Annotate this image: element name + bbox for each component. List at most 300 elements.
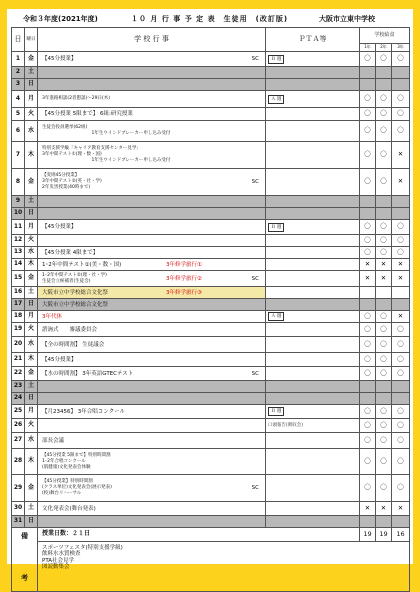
event-cell (38, 108, 266, 121)
lunch-mark-grade1 (360, 287, 376, 299)
page-title: １０ 月 行 事 予 定 表 生徒用 (改訂版) (131, 15, 289, 23)
day-row (12, 337, 410, 353)
lunch-mark-grade3 (392, 287, 410, 299)
lunch-mark-grade3: 〇 (392, 323, 410, 337)
sheet-header (7, 9, 413, 27)
event-cell (38, 433, 266, 449)
counselor-marker: SC (251, 370, 259, 377)
weekday: 金 (25, 271, 38, 287)
day-row (12, 271, 410, 287)
lunch-mark-grade3: 〇 (392, 405, 410, 419)
pta-note: 口頭報告(徴収会) (268, 423, 304, 429)
day-row (12, 259, 410, 271)
counselor-marker: SC (251, 178, 259, 185)
counselor-marker: SC (251, 484, 259, 491)
col-grade2: 2年 (376, 44, 392, 52)
pta-cell (266, 196, 360, 208)
lunch-mark-grade3: 〇 (392, 367, 410, 381)
lunch-mark-grade3: ✕ (392, 502, 410, 516)
pta-cell (266, 247, 360, 259)
lunch-mark-grade1: 〇 (360, 419, 376, 433)
lunch-mark-grade1: 〇 (360, 353, 376, 367)
school-trip-label: 3年修学旅行② (166, 275, 202, 282)
count-grade2: 19 (376, 528, 392, 542)
day-row (12, 142, 410, 169)
lunch-mark-grade2: 〇 (376, 405, 392, 419)
day-row (12, 353, 410, 367)
lunch-mark-grade3: 〇 (392, 337, 410, 353)
event-cell (38, 405, 266, 419)
lunch-mark-grade3 (392, 208, 410, 220)
weekday: 土 (25, 287, 38, 299)
lunch-mark-grade2: 〇 (376, 449, 392, 475)
day-number: 19 (12, 323, 25, 337)
lesson-days: 授業日数：２１日 (38, 528, 360, 542)
lunch-mark-grade2: 〇 (376, 419, 392, 433)
school-trip-label: 3年修学旅行③ (166, 289, 202, 296)
count-grade1: 19 (360, 528, 376, 542)
weekday: 土 (25, 67, 38, 79)
pta-cell (266, 208, 360, 220)
day-row (12, 121, 410, 142)
weekday: 土 (25, 502, 38, 516)
day-row (12, 220, 410, 235)
lunch-mark-grade1: 〇 (360, 337, 376, 353)
lunch-mark-grade1 (360, 299, 376, 311)
day-row (12, 247, 410, 259)
event-line: (肌健康)文化発表会体験 (42, 464, 91, 470)
lunch-mark-grade3: 〇 (392, 52, 410, 67)
week-tag: Ｂ 週 (268, 55, 284, 64)
lunch-mark-grade1: 〇 (360, 121, 376, 142)
lunch-mark-grade2: 〇 (376, 323, 392, 337)
pta-cell (266, 79, 360, 91)
pta-cell (266, 323, 360, 337)
event-cell (38, 287, 266, 299)
pta-cell (266, 271, 360, 287)
schedule-table (11, 27, 410, 592)
day-row (12, 299, 410, 311)
event-cell (38, 381, 266, 393)
lunch-mark-grade1: 〇 (360, 433, 376, 449)
footer-days-row (12, 528, 410, 542)
event-line: 【45分授業 4限まで】 (42, 249, 99, 256)
weekday: 日 (25, 79, 38, 91)
event-line: 3年中間テスト①(理・数・国) (42, 152, 102, 157)
weekday: 土 (25, 381, 38, 393)
pta-cell (266, 142, 360, 169)
pta-cell (266, 337, 360, 353)
day-number: 4 (12, 91, 25, 108)
day-number: 7 (12, 142, 25, 169)
week-tag: Ａ 週 (268, 95, 284, 104)
lunch-mark-grade3 (392, 67, 410, 79)
event-line: 【45分授業 5限まで】 6組:研究授業 (42, 111, 133, 117)
weekday: 火 (25, 235, 38, 247)
lunch-mark-grade1 (360, 381, 376, 393)
lunch-mark-grade1: 〇 (360, 475, 376, 502)
lunch-mark-grade3 (392, 381, 410, 393)
day-number: 21 (12, 353, 25, 367)
lunch-mark-grade1: 〇 (360, 367, 376, 381)
event-line: 1年生ウインドブレーカー申し込み受付 (42, 131, 171, 136)
event-cell (38, 353, 266, 367)
lunch-mark-grade2: 〇 (376, 367, 392, 381)
weekday: 土 (25, 196, 38, 208)
event-cell (38, 169, 266, 196)
lunch-mark-grade3: 〇 (392, 121, 410, 142)
day-number: 20 (12, 337, 25, 353)
lunch-mark-grade3: ✕ (392, 311, 410, 323)
lunch-mark-grade3: ✕ (392, 271, 410, 287)
lunch-mark-grade2 (376, 208, 392, 220)
lunch-mark-grade1: 〇 (360, 405, 376, 419)
week-tag: Ｂ 週 (268, 407, 284, 416)
lunch-mark-grade2: 〇 (376, 433, 392, 449)
lunch-mark-grade1: 〇 (360, 142, 376, 169)
day-number: 9 (12, 196, 25, 208)
event-cell (38, 121, 266, 142)
weekday: 日 (25, 516, 38, 528)
col-weekday: 曜日 (25, 28, 38, 52)
event-cell (38, 196, 266, 208)
day-number: 2 (12, 67, 25, 79)
event-cell (38, 449, 266, 475)
lunch-mark-grade2 (376, 287, 392, 299)
day-number: 23 (12, 381, 25, 393)
weekday: 金 (25, 169, 38, 196)
pta-cell (266, 381, 360, 393)
lunch-mark-grade2 (376, 393, 392, 405)
lunch-mark-grade3 (392, 196, 410, 208)
weekday: 火 (25, 108, 38, 121)
event-line: 3年代休 (42, 313, 62, 320)
pta-cell (266, 475, 360, 502)
day-row (12, 235, 410, 247)
weekday: 水 (25, 337, 38, 353)
lunch-mark-grade2 (376, 381, 392, 393)
event-cell (38, 142, 266, 169)
event-cell (38, 337, 266, 353)
pta-cell (266, 433, 360, 449)
weekday: 日 (25, 299, 38, 311)
event-cell (38, 475, 266, 502)
day-row (12, 323, 410, 337)
day-row (12, 196, 410, 208)
col-day: 日 (12, 28, 25, 52)
pta-cell (266, 299, 360, 311)
event-line: 1･2年合唱コンクール (42, 458, 86, 464)
lunch-mark-grade3: 〇 (392, 235, 410, 247)
event-cell (38, 91, 266, 108)
event-cell (38, 220, 266, 235)
day-number: 3 (12, 79, 25, 91)
day-number: 10 (12, 208, 25, 220)
day-number: 14 (12, 259, 25, 271)
lunch-mark-grade1: ✕ (360, 271, 376, 287)
event-cell (38, 502, 266, 516)
event-line: 【45分授業】 (42, 356, 77, 363)
day-number: 27 (12, 433, 25, 449)
event-line: 1･2年中間テスト②(理・社・学) (42, 272, 107, 278)
weekday: 月 (25, 220, 38, 235)
lunch-mark-grade1: 〇 (360, 108, 376, 121)
day-number: 1 (12, 52, 25, 67)
event-line: 【45分授業】特別時間割 (42, 479, 93, 484)
note-item: 図読動集会 (42, 563, 70, 570)
day-row (12, 108, 410, 121)
lunch-mark-grade1: ✕ (360, 259, 376, 271)
event-line: (クラス単位)文化発表会(展示発表) (42, 485, 112, 490)
lunch-mark-grade3: ✕ (392, 169, 410, 196)
day-row (12, 449, 410, 475)
col-grade3: 3年 (392, 44, 410, 52)
day-number: 11 (12, 220, 25, 235)
day-row (12, 516, 410, 528)
lunch-mark-grade3: 〇 (392, 247, 410, 259)
lunch-mark-grade2 (376, 79, 392, 91)
weekday: 金 (25, 475, 38, 502)
day-row (12, 208, 410, 220)
day-number: 8 (12, 169, 25, 196)
week-tag: Ａ 週 (268, 312, 284, 321)
pta-cell (266, 235, 360, 247)
lunch-mark-grade3: 〇 (392, 220, 410, 235)
weekday: 金 (25, 367, 38, 381)
pta-cell (266, 419, 360, 433)
week-tag: Ｂ 週 (268, 223, 284, 232)
lunch-mark-grade2 (376, 67, 392, 79)
note-item: 飲料水水質検査 (42, 551, 81, 558)
lunch-mark-grade3: 〇 (392, 449, 410, 475)
pta-cell (266, 311, 360, 323)
lunch-mark-grade3: 〇 (392, 353, 410, 367)
event-cell (38, 67, 266, 79)
day-row (12, 169, 410, 196)
lunch-mark-grade3 (392, 393, 410, 405)
event-line: 大阪市立中学校総合文化祭 (42, 301, 109, 308)
counselor-marker: SC (251, 275, 259, 282)
count-grade3: 16 (392, 528, 410, 542)
lunch-mark-grade1: 〇 (360, 311, 376, 323)
event-line: 【45分授業 5限まで】特別時間割 (42, 452, 111, 458)
pta-cell (266, 516, 360, 528)
event-line: 諮詢式 審議委員会 (42, 326, 98, 333)
pta-cell (266, 169, 360, 196)
weekday: 日 (25, 208, 38, 220)
lunch-mark-grade2 (376, 516, 392, 528)
event-line: (校)舞台リハーサル (42, 491, 82, 496)
day-number: 12 (12, 235, 25, 247)
lunch-mark-grade2: 〇 (376, 91, 392, 108)
lunch-mark-grade3: 〇 (392, 108, 410, 121)
event-cell (38, 235, 266, 247)
pta-cell (266, 502, 360, 516)
weekday: 日 (25, 393, 38, 405)
lunch-mark-grade1: 〇 (360, 449, 376, 475)
weekday: 月 (25, 91, 38, 108)
day-row (12, 52, 410, 67)
event-line: 【月23456】 3年合唱コンクール (42, 408, 126, 415)
event-line: 文化発表会(舞台発表) (42, 505, 96, 512)
lunch-mark-grade1: ✕ (360, 502, 376, 516)
lunch-mark-grade3: 〇 (392, 475, 410, 502)
lunch-mark-grade1: 〇 (360, 169, 376, 196)
day-row (12, 67, 410, 79)
day-number: 15 (12, 271, 25, 287)
pta-cell (266, 393, 360, 405)
lunch-mark-grade3: 〇 (392, 433, 410, 449)
day-row (12, 433, 410, 449)
pta-cell (266, 449, 360, 475)
lunch-mark-grade2: 〇 (376, 235, 392, 247)
day-number: 26 (12, 419, 25, 433)
event-cell (38, 247, 266, 259)
note-item: PTA社会見学 (42, 557, 75, 564)
event-cell (38, 208, 266, 220)
lunch-mark-grade1: 〇 (360, 220, 376, 235)
day-number: 17 (12, 299, 25, 311)
col-pta: ＰＴＡ等 (266, 28, 360, 52)
day-row (12, 405, 410, 419)
event-line: 【45分授業】 (42, 56, 77, 62)
event-line: 3年中間テスト②(英・社・学) (42, 179, 102, 184)
pta-cell (266, 367, 360, 381)
schedule-sheet (7, 9, 413, 583)
day-number: 16 (12, 287, 25, 299)
weekday: 火 (25, 419, 38, 433)
weekday: 木 (25, 259, 38, 271)
day-number: 22 (12, 367, 25, 381)
lunch-mark-grade1: 〇 (360, 323, 376, 337)
lunch-mark-grade2: ✕ (376, 502, 392, 516)
event-line: 【全の時間割】 生徒議会 (42, 341, 105, 348)
lunch-mark-grade1 (360, 208, 376, 220)
weekday: 月 (25, 405, 38, 419)
day-number: 18 (12, 311, 25, 323)
event-line: 大阪市立中学校総合文化祭 (42, 289, 109, 296)
lunch-mark-grade2: 〇 (376, 220, 392, 235)
lunch-mark-grade3 (392, 516, 410, 528)
pta-cell (266, 353, 360, 367)
day-number: 5 (12, 108, 25, 121)
day-number: 24 (12, 393, 25, 405)
weekday: 火 (25, 323, 38, 337)
day-row (12, 79, 410, 91)
event-cell (38, 323, 266, 337)
note-item: スポーツフェスタ(特別支援学級) (42, 545, 123, 551)
pta-cell (266, 67, 360, 79)
event-line: 2年災害授業(40時まで) (42, 185, 91, 190)
event-cell (38, 393, 266, 405)
lunch-mark-grade3: 〇 (392, 91, 410, 108)
lunch-mark-grade2: 〇 (376, 108, 392, 121)
day-number: 30 (12, 502, 25, 516)
weekday: 木 (25, 449, 38, 475)
event-line: 部長会議 (42, 437, 65, 444)
column-header-row (12, 28, 410, 44)
event-line: 3年進路相談(2者懇談)～29日(木) (42, 96, 110, 101)
lunch-mark-grade1 (360, 67, 376, 79)
weekday: 水 (25, 433, 38, 449)
day-row (12, 367, 410, 381)
day-number: 13 (12, 247, 25, 259)
lunch-mark-grade2: 〇 (376, 142, 392, 169)
school-name: 大阪市立東中学校 (319, 15, 375, 23)
day-row (12, 419, 410, 433)
event-line: 生徒会立候補者(生徒会) (42, 278, 91, 284)
event-cell (38, 311, 266, 323)
event-cell (38, 259, 266, 271)
weekday: 木 (25, 353, 38, 367)
day-number: 25 (12, 405, 25, 419)
event-line: 【水の時間割】 3年英語GTECテスト (42, 370, 134, 377)
lunch-mark-grade1 (360, 79, 376, 91)
event-line: 【変則45分授業】 (42, 173, 80, 178)
lunch-mark-grade3: 〇 (392, 419, 410, 433)
event-line: 1年生ウインドブレーカー申し込み受付 (42, 158, 171, 163)
weekday: 水 (25, 247, 38, 259)
event-cell (38, 299, 266, 311)
lunch-mark-grade2: 〇 (376, 311, 392, 323)
lunch-mark-grade2: ✕ (376, 271, 392, 287)
day-row (12, 311, 410, 323)
event-line: 1･2年中間テスト①(美・数・国) (42, 261, 122, 268)
weekday: 木 (25, 142, 38, 169)
col-grade1: 1年 (360, 44, 376, 52)
lunch-mark-grade3: ✕ (392, 142, 410, 169)
event-cell (38, 516, 266, 528)
lunch-mark-grade3 (392, 79, 410, 91)
pta-cell (266, 405, 360, 419)
day-row (12, 393, 410, 405)
event-cell (38, 367, 266, 381)
lunch-mark-grade2: 〇 (376, 52, 392, 67)
lunch-mark-grade2: 〇 (376, 353, 392, 367)
lunch-mark-grade3: ✕ (392, 259, 410, 271)
event-cell (38, 271, 266, 287)
lunch-mark-grade2: 〇 (376, 121, 392, 142)
event-line: 【45分授業】 (42, 224, 77, 230)
col-events: 学 校 行 事 (38, 28, 266, 52)
school-trip-label: 3年修学旅行① (166, 261, 202, 268)
pta-cell (266, 287, 360, 299)
lunch-mark-grade2: 〇 (376, 247, 392, 259)
lunch-mark-grade1: 〇 (360, 91, 376, 108)
day-row (12, 475, 410, 502)
pta-cell (266, 91, 360, 108)
lunch-mark-grade1: 〇 (360, 52, 376, 67)
weekday: 月 (25, 311, 38, 323)
lunch-mark-grade1 (360, 393, 376, 405)
lunch-mark-grade3 (392, 299, 410, 311)
event-cell (38, 52, 266, 67)
event-line: 生徒会役員選挙(62組) (42, 125, 88, 130)
lunch-mark-grade1 (360, 196, 376, 208)
lunch-mark-grade1 (360, 516, 376, 528)
day-row (12, 502, 410, 516)
event-cell (38, 419, 266, 433)
event-line: 特別支援学級「キャリア教育支援センター見学」 (42, 146, 141, 151)
day-number: 28 (12, 449, 25, 475)
pta-cell (266, 220, 360, 235)
day-row (12, 381, 410, 393)
day-row (12, 91, 410, 108)
lunch-mark-grade1: 〇 (360, 247, 376, 259)
pta-cell (266, 108, 360, 121)
footer-notes-row (12, 542, 410, 592)
col-lunch: 学校給食 (360, 28, 410, 44)
